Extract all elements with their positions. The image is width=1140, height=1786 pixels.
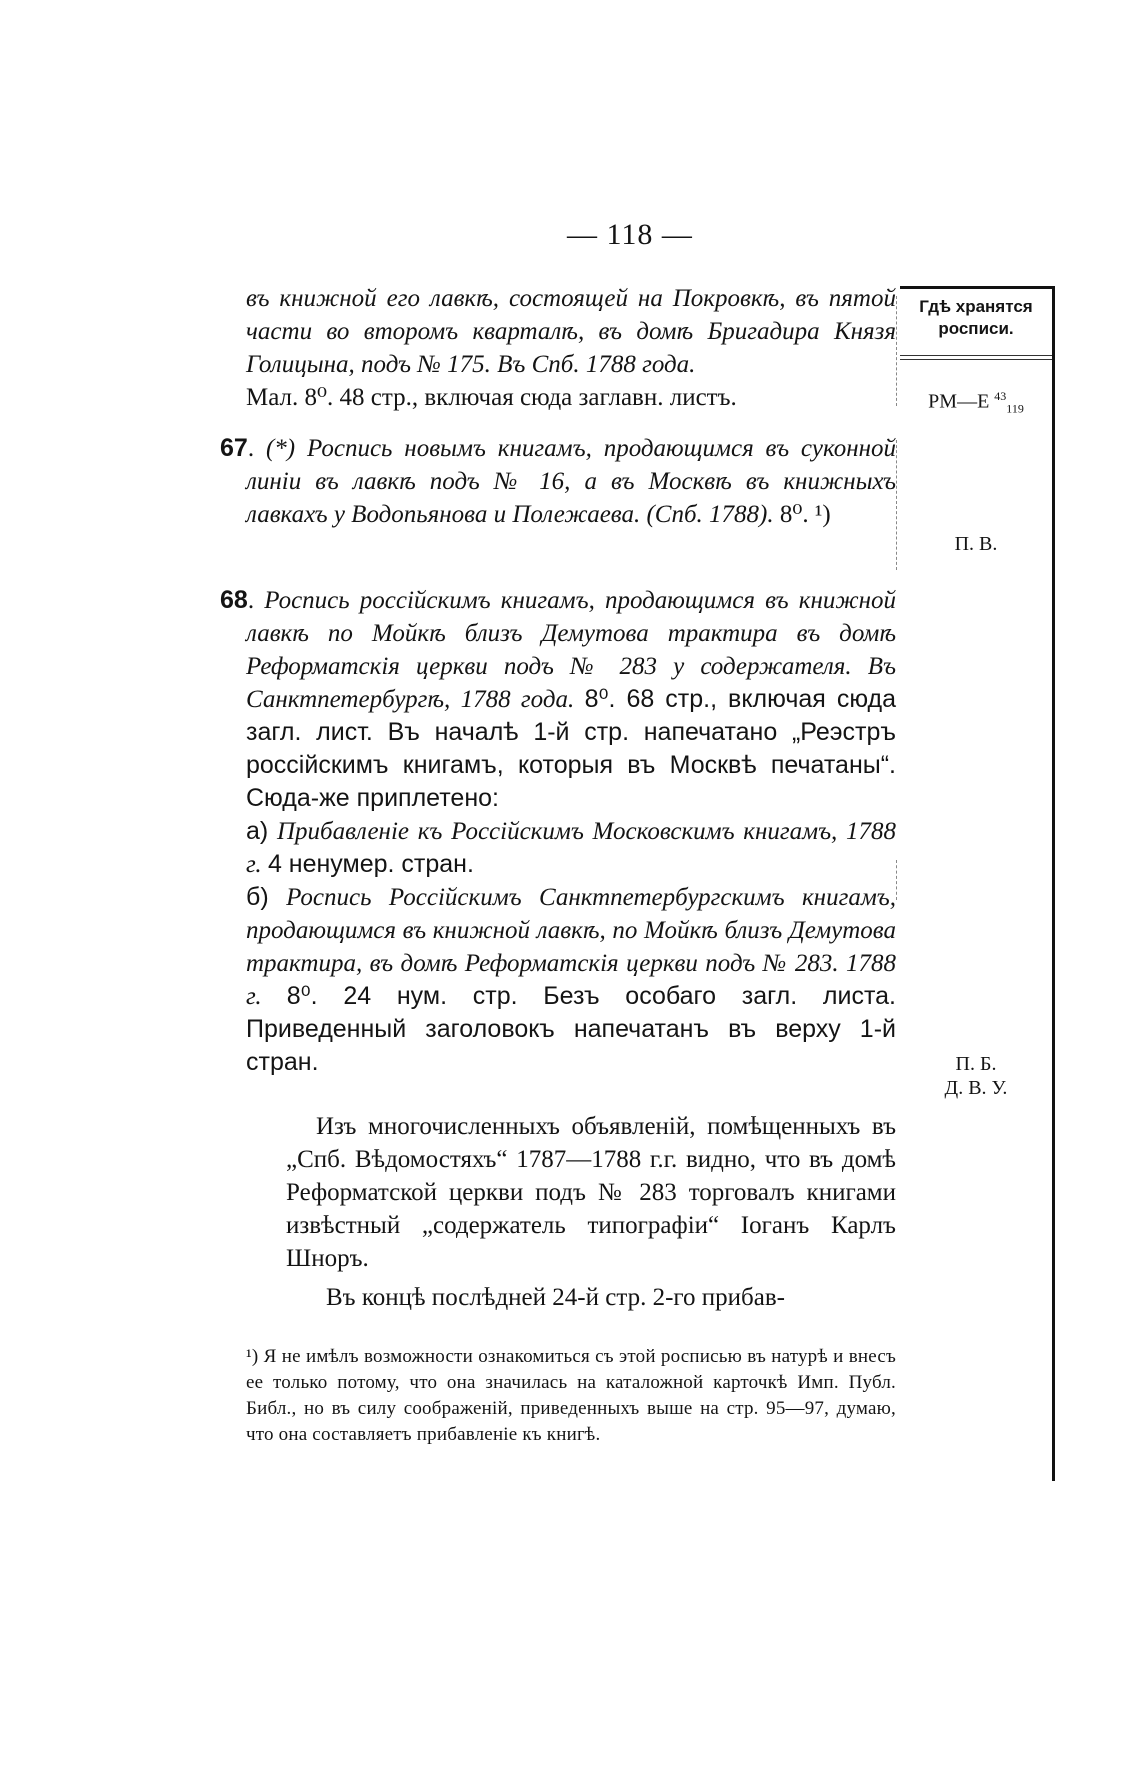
holdings-entry-rm-text: РМ—Е <box>928 390 990 413</box>
holdings-column-frame <box>900 286 1055 1481</box>
entry-continuation <box>246 282 896 414</box>
commentary <box>286 1110 896 1314</box>
entry-67-number: 67 <box>220 434 248 462</box>
entry-67: 67. (*) Роспись новымъ книгамъ, продающимся въ суконной линіи въ лавкѣ подъ № 16, а въ Москвѣ въ книжныхъ лавкахъ у Водопьянова и Полежаева. (Спб. 1788). 8⁰. ¹) <box>220 434 897 528</box>
holdings-heading-line1: Гдѣ хранятся <box>919 297 1033 316</box>
entry-68-title: Роспись россійскимъ книгамъ, продающимся въ книжной лавкѣ по Мойкѣ близъ Демутова трактира въ домѣ Реформатскія церкви подъ № 283 у содержателя. Въ Санктпетербургѣ, 1788 года. <box>246 587 897 713</box>
holdings-entry-rm-sub: 119 <box>1006 401 1024 416</box>
footnote <box>246 1344 896 1448</box>
margin-marks <box>896 296 901 406</box>
entry-68-number: 68 <box>220 586 248 614</box>
entry-68-supplement-a <box>246 815 896 881</box>
supplement-b-label: б) <box>246 883 269 911</box>
holdings-heading-line2: росписи. <box>938 319 1014 338</box>
margin-marks <box>896 440 901 570</box>
entry-68-supplement-b <box>246 881 896 1079</box>
entry-67-title: (*) Роспись новымъ книгамъ, продающимся въ суконной линіи въ лавкѣ подъ № 16, а въ Москвѣ въ книжныхъ лавкахъ у Водопьянова и Полежаева. (Спб. 1788). <box>246 435 897 528</box>
page-number: — 118 — <box>567 218 693 251</box>
holdings-entry-dvu: Д. В. У. <box>944 1077 1008 1099</box>
supplement-b-title: Роспись Россійскимъ Санктпетербургскимъ книгамъ, продающимся въ книжной лавкѣ, по Мойкѣ близъ Демутова трактира, въ домѣ Реформатскія церкви подъ № 283. 1788 г. <box>246 884 897 1010</box>
holdings-entry-rm <box>900 384 1052 421</box>
footnote-text: ¹) Я не имѣлъ возможности ознакомиться съ этой росписью въ натурѣ и внесъ ее только потому, что она значилась на каталожной карточкѣ Имп. Публ. Библ., но въ силу соображеній, приведенныхъ выше на стр. 95—97, думаю, что она составляетъ прибавленіе къ книгѣ. <box>246 1346 896 1445</box>
supplement-a-pages: 4 ненумер. стран. <box>267 850 474 878</box>
supplement-a-title: Прибавленіе къ Россійскимъ Московскимъ книгамъ, 1788 г. <box>246 818 897 878</box>
entry-68: 68. Роспись россійскимъ книгамъ, продающимся въ книжной лавкѣ по Мойкѣ близъ Демутова трактира въ домѣ Реформатскія церкви подъ № 283 у содержателя. Въ Санктпетербургѣ, 1788 года. 8⁰. 68 стр., включая сюда загл. лист. Въ началѣ 1-й стр. напечатано „Реэстръ россійскимъ книгамъ, которыя въ Москвѣ печатаны“. Сюда-же приплетено: а) Прибавленіе къ Россійскимъ Московскимъ книгамъ, 1788 г. 4 ненумер. стран. б) Роспись Россійскимъ Санктпетербургскимъ книгамъ, продающимся въ книжной лавкѣ, по Мойкѣ близъ Демутова трактира, въ домѣ Реформатскія церкви подъ № 283. 1788 г. 8⁰. 24 нум. стр. Безъ особаго загл. листа. Приведенный заголовокъ напечатанъ въ верху 1-й стран. <box>246 584 896 1079</box>
holdings-entry-rm-sup: 43 <box>994 389 1007 403</box>
entry-67-format: 8⁰. ¹) <box>779 501 831 528</box>
supplement-b-pages: 8⁰. 24 нум. стр. Безъ особаго загл. листа. Приведенный заголовокъ напечатанъ въ верху 1-й стран. <box>246 982 896 1076</box>
holdings-column-heading <box>900 296 1052 340</box>
margin-marks <box>896 860 901 900</box>
commentary-paragraph: Изъ многочисленныхъ объявленій, помѣщенныхъ въ „Спб. Вѣдомостяхъ“ 1787—1788 г.г. видно, что въ домѣ Реформатской церкви подъ № 283 торговалъ книгами извѣстный „содержатель типографіи“ Іоганъ Карлъ Шноръ. <box>286 1113 896 1272</box>
holdings-entry-pv: П. В. <box>954 533 998 555</box>
commentary-last-line: Въ концѣ послѣдней 24-й стр. 2-го прибав- <box>326 1284 785 1311</box>
entry-continuation-italic: въ книжной его лавкѣ, состоящей на Покровкѣ, въ пятой части во второмъ кварталѣ, въ домѣ Бригадира Князя Голицына, подъ № 175. Въ Спб. 1788 года. <box>246 285 896 378</box>
entry-continuation-plain: Мал. 8⁰. 48 стр., включая сюда заглавн. листъ. <box>246 384 737 411</box>
holdings-entry-pb: П. Б. <box>955 1053 997 1075</box>
entry-68-description: 8⁰. 68 стр., включая сюда загл. лист. Въ началѣ 1-й стр. напечатано „Реэстръ россійскимъ книгамъ, которыя въ Москвѣ печатаны“. Сюда-же приплетено: <box>246 685 897 812</box>
supplement-a-label: а) <box>246 817 269 845</box>
holdings-heading-rule <box>900 355 1052 360</box>
